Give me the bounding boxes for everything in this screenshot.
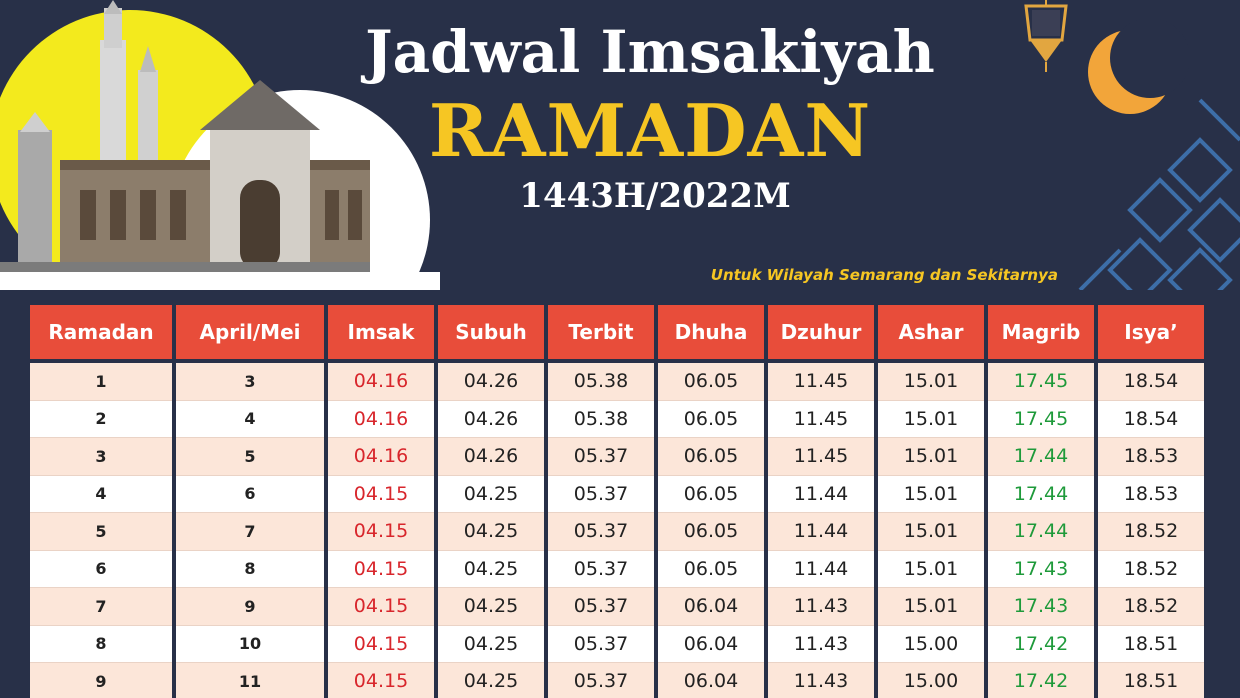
cell-dzuhur: 11.44 xyxy=(768,476,874,514)
cell-imsak: 04.15 xyxy=(328,663,434,698)
cell-isya: 18.54 xyxy=(1098,363,1204,401)
cell-ashar: 15.00 xyxy=(878,626,984,664)
cell-subuh: 04.26 xyxy=(438,438,544,476)
cell-dhuha: 06.04 xyxy=(658,626,764,664)
cell-ramadan-day: 6 xyxy=(30,551,172,589)
title-line-1: Jadwal Imsakiyah xyxy=(365,18,935,86)
cell-subuh: 04.25 xyxy=(438,626,544,664)
cell-dhuha: 06.05 xyxy=(658,438,764,476)
cell-dhuha: 06.05 xyxy=(658,551,764,589)
col-header-april-mei: April/Mei xyxy=(176,305,324,359)
cell-isya: 18.52 xyxy=(1098,588,1204,626)
table-row xyxy=(30,588,1210,626)
col-header-ashar: Ashar xyxy=(878,305,984,359)
cell-date: 3 xyxy=(176,363,324,401)
cell-imsak: 04.16 xyxy=(328,363,434,401)
cell-ashar: 15.01 xyxy=(878,551,984,589)
table-body xyxy=(30,363,1210,698)
cell-ashar: 15.01 xyxy=(878,363,984,401)
cell-isya: 18.51 xyxy=(1098,626,1204,664)
cell-terbit: 05.38 xyxy=(548,363,654,401)
cell-subuh: 04.26 xyxy=(438,363,544,401)
cell-ramadan-day: 9 xyxy=(30,663,172,698)
cell-magrib: 17.45 xyxy=(988,401,1094,439)
cell-terbit: 05.37 xyxy=(548,663,654,698)
cell-subuh: 04.25 xyxy=(438,513,544,551)
cell-date: 4 xyxy=(176,401,324,439)
col-header-terbit: Terbit xyxy=(548,305,654,359)
table-row xyxy=(30,551,1210,589)
cell-imsak: 04.15 xyxy=(328,551,434,589)
table-row xyxy=(30,476,1210,514)
cell-subuh: 04.26 xyxy=(438,401,544,439)
cell-dhuha: 06.05 xyxy=(658,513,764,551)
cell-dhuha: 06.04 xyxy=(658,663,764,698)
cell-ramadan-day: 2 xyxy=(30,401,172,439)
cell-date: 7 xyxy=(176,513,324,551)
cell-ramadan-day: 4 xyxy=(30,476,172,514)
cell-isya: 18.54 xyxy=(1098,401,1204,439)
cell-magrib: 17.43 xyxy=(988,588,1094,626)
table-row xyxy=(30,513,1210,551)
table-row xyxy=(30,663,1210,698)
cell-date: 6 xyxy=(176,476,324,514)
title-line-2: RAMADAN xyxy=(428,88,872,173)
cell-ramadan-day: 7 xyxy=(30,588,172,626)
cell-subuh: 04.25 xyxy=(438,476,544,514)
cell-dzuhur: 11.45 xyxy=(768,401,874,439)
cell-isya: 18.52 xyxy=(1098,513,1204,551)
cell-dzuhur: 11.45 xyxy=(768,438,874,476)
cell-magrib: 17.44 xyxy=(988,513,1094,551)
region-note: Untuk Wilayah Semarang dan Sekitarnya xyxy=(710,266,1058,284)
cell-imsak: 04.15 xyxy=(328,476,434,514)
table-row xyxy=(30,363,1210,401)
cell-isya: 18.52 xyxy=(1098,551,1204,589)
cell-terbit: 05.38 xyxy=(548,401,654,439)
cell-ramadan-day: 1 xyxy=(30,363,172,401)
cell-dzuhur: 11.43 xyxy=(768,663,874,698)
col-header-subuh: Subuh xyxy=(438,305,544,359)
cell-date: 10 xyxy=(176,626,324,664)
cell-ramadan-day: 3 xyxy=(30,438,172,476)
cell-terbit: 05.37 xyxy=(548,476,654,514)
cell-ramadan-day: 5 xyxy=(30,513,172,551)
cell-dhuha: 06.04 xyxy=(658,588,764,626)
cell-imsak: 04.15 xyxy=(328,513,434,551)
cell-imsak: 04.15 xyxy=(328,588,434,626)
cell-terbit: 05.37 xyxy=(548,551,654,589)
cell-magrib: 17.43 xyxy=(988,551,1094,589)
col-header-dzuhur: Dzuhur xyxy=(768,305,874,359)
cell-ashar: 15.01 xyxy=(878,438,984,476)
cell-magrib: 17.44 xyxy=(988,476,1094,514)
cell-terbit: 05.37 xyxy=(548,588,654,626)
cell-terbit: 05.37 xyxy=(548,438,654,476)
cell-ashar: 15.01 xyxy=(878,588,984,626)
cell-ashar: 15.00 xyxy=(878,663,984,698)
cell-imsak: 04.15 xyxy=(328,626,434,664)
cell-dzuhur: 11.44 xyxy=(768,551,874,589)
cell-imsak: 04.16 xyxy=(328,438,434,476)
cell-isya: 18.51 xyxy=(1098,663,1204,698)
cell-ramadan-day: 8 xyxy=(30,626,172,664)
cell-dhuha: 06.05 xyxy=(658,363,764,401)
cell-date: 8 xyxy=(176,551,324,589)
col-header-ramadan: Ramadan xyxy=(30,305,172,359)
imsakiyah-table xyxy=(30,305,1210,698)
col-header-dhuha: Dhuha xyxy=(658,305,764,359)
cell-ashar: 15.01 xyxy=(878,513,984,551)
cell-magrib: 17.42 xyxy=(988,663,1094,698)
table-row xyxy=(30,626,1210,664)
cell-dzuhur: 11.45 xyxy=(768,363,874,401)
banner-header xyxy=(0,0,1240,290)
cell-terbit: 05.37 xyxy=(548,513,654,551)
col-header-magrib: Magrib xyxy=(988,305,1094,359)
cell-magrib: 17.45 xyxy=(988,363,1094,401)
col-header-imsak: Imsak xyxy=(328,305,434,359)
cell-terbit: 05.37 xyxy=(548,626,654,664)
cell-dzuhur: 11.44 xyxy=(768,513,874,551)
cell-ashar: 15.01 xyxy=(878,476,984,514)
cell-magrib: 17.42 xyxy=(988,626,1094,664)
cell-subuh: 04.25 xyxy=(438,551,544,589)
cell-date: 9 xyxy=(176,588,324,626)
cell-dzuhur: 11.43 xyxy=(768,588,874,626)
cell-dhuha: 06.05 xyxy=(658,401,764,439)
table-row xyxy=(30,401,1210,439)
cell-date: 5 xyxy=(176,438,324,476)
cell-dhuha: 06.05 xyxy=(658,476,764,514)
cell-isya: 18.53 xyxy=(1098,476,1204,514)
cell-subuh: 04.25 xyxy=(438,588,544,626)
year-subtitle: 1443H/2022M xyxy=(519,176,791,216)
cell-imsak: 04.16 xyxy=(328,401,434,439)
cell-date: 11 xyxy=(176,663,324,698)
cell-subuh: 04.25 xyxy=(438,663,544,698)
cell-dzuhur: 11.43 xyxy=(768,626,874,664)
table-row xyxy=(30,438,1210,476)
cell-magrib: 17.44 xyxy=(988,438,1094,476)
cell-ashar: 15.01 xyxy=(878,401,984,439)
table-header-row xyxy=(30,305,1210,359)
cell-isya: 18.53 xyxy=(1098,438,1204,476)
col-header-isya: Isya’ xyxy=(1098,305,1204,359)
